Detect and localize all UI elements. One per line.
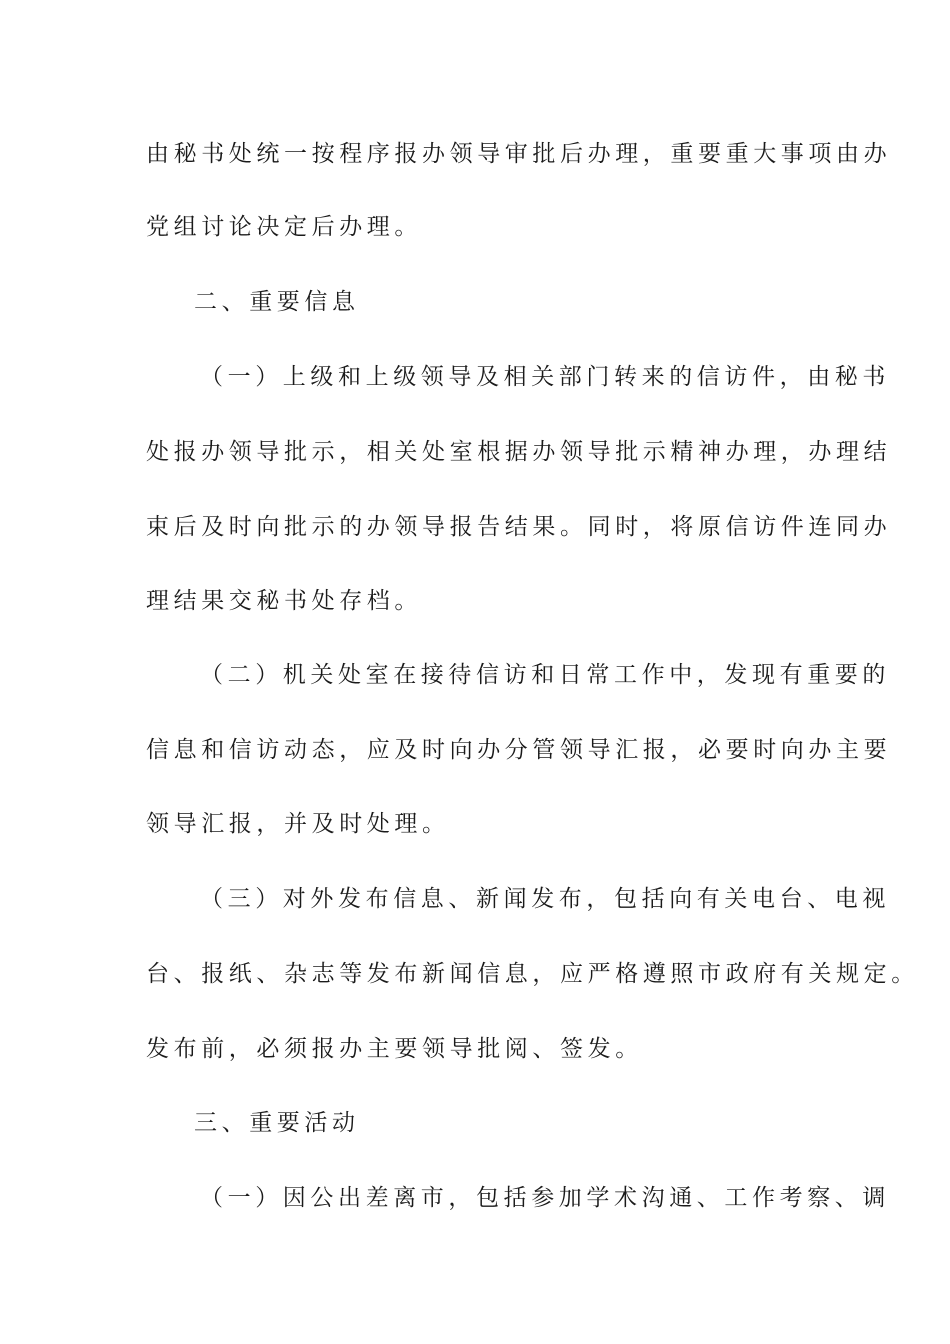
paragraph-line: （三）对外发布信息、新闻发布，包括向有关电台、电视: [200, 886, 890, 912]
section-heading: 二、重要信息: [194, 289, 360, 315]
paragraph-line: （二）机关处室在接待信访和日常工作中，发现有重要的: [200, 662, 890, 688]
paragraph-line: 理结果交秘书处存档。: [146, 588, 422, 614]
paragraph-line: 领导汇报，并及时处理。: [146, 811, 450, 837]
paragraph-line: （一）因公出差离市，包括参加学术沟通、工作考察、调: [200, 1185, 890, 1211]
section-heading: 三、重要活动: [194, 1110, 360, 1136]
paragraph-line: （一）上级和上级领导及相关部门转来的信访件，由秘书: [200, 364, 890, 390]
paragraph-line: 处报办领导批示，相关处室根据办领导批示精神办理，办理结: [146, 439, 892, 465]
paragraph-line: 党组讨论决定后办理。: [146, 214, 422, 240]
paragraph-line: 发布前，必须报办主要领导批阅、签发。: [146, 1036, 643, 1062]
paragraph-line: 束后及时向批示的办领导报告结果。同时，将原信访件连同办: [146, 514, 892, 540]
paragraph-line: 台、报纸、杂志等发布新闻信息，应严格遵照市政府有关规定。: [146, 961, 919, 987]
paragraph-line: 由秘书处统一按程序报办领导审批后办理，重要重大事项由办: [146, 141, 892, 167]
paragraph-line: 信息和信访动态，应及时向办分管领导汇报，必要时向办主要: [146, 737, 892, 763]
